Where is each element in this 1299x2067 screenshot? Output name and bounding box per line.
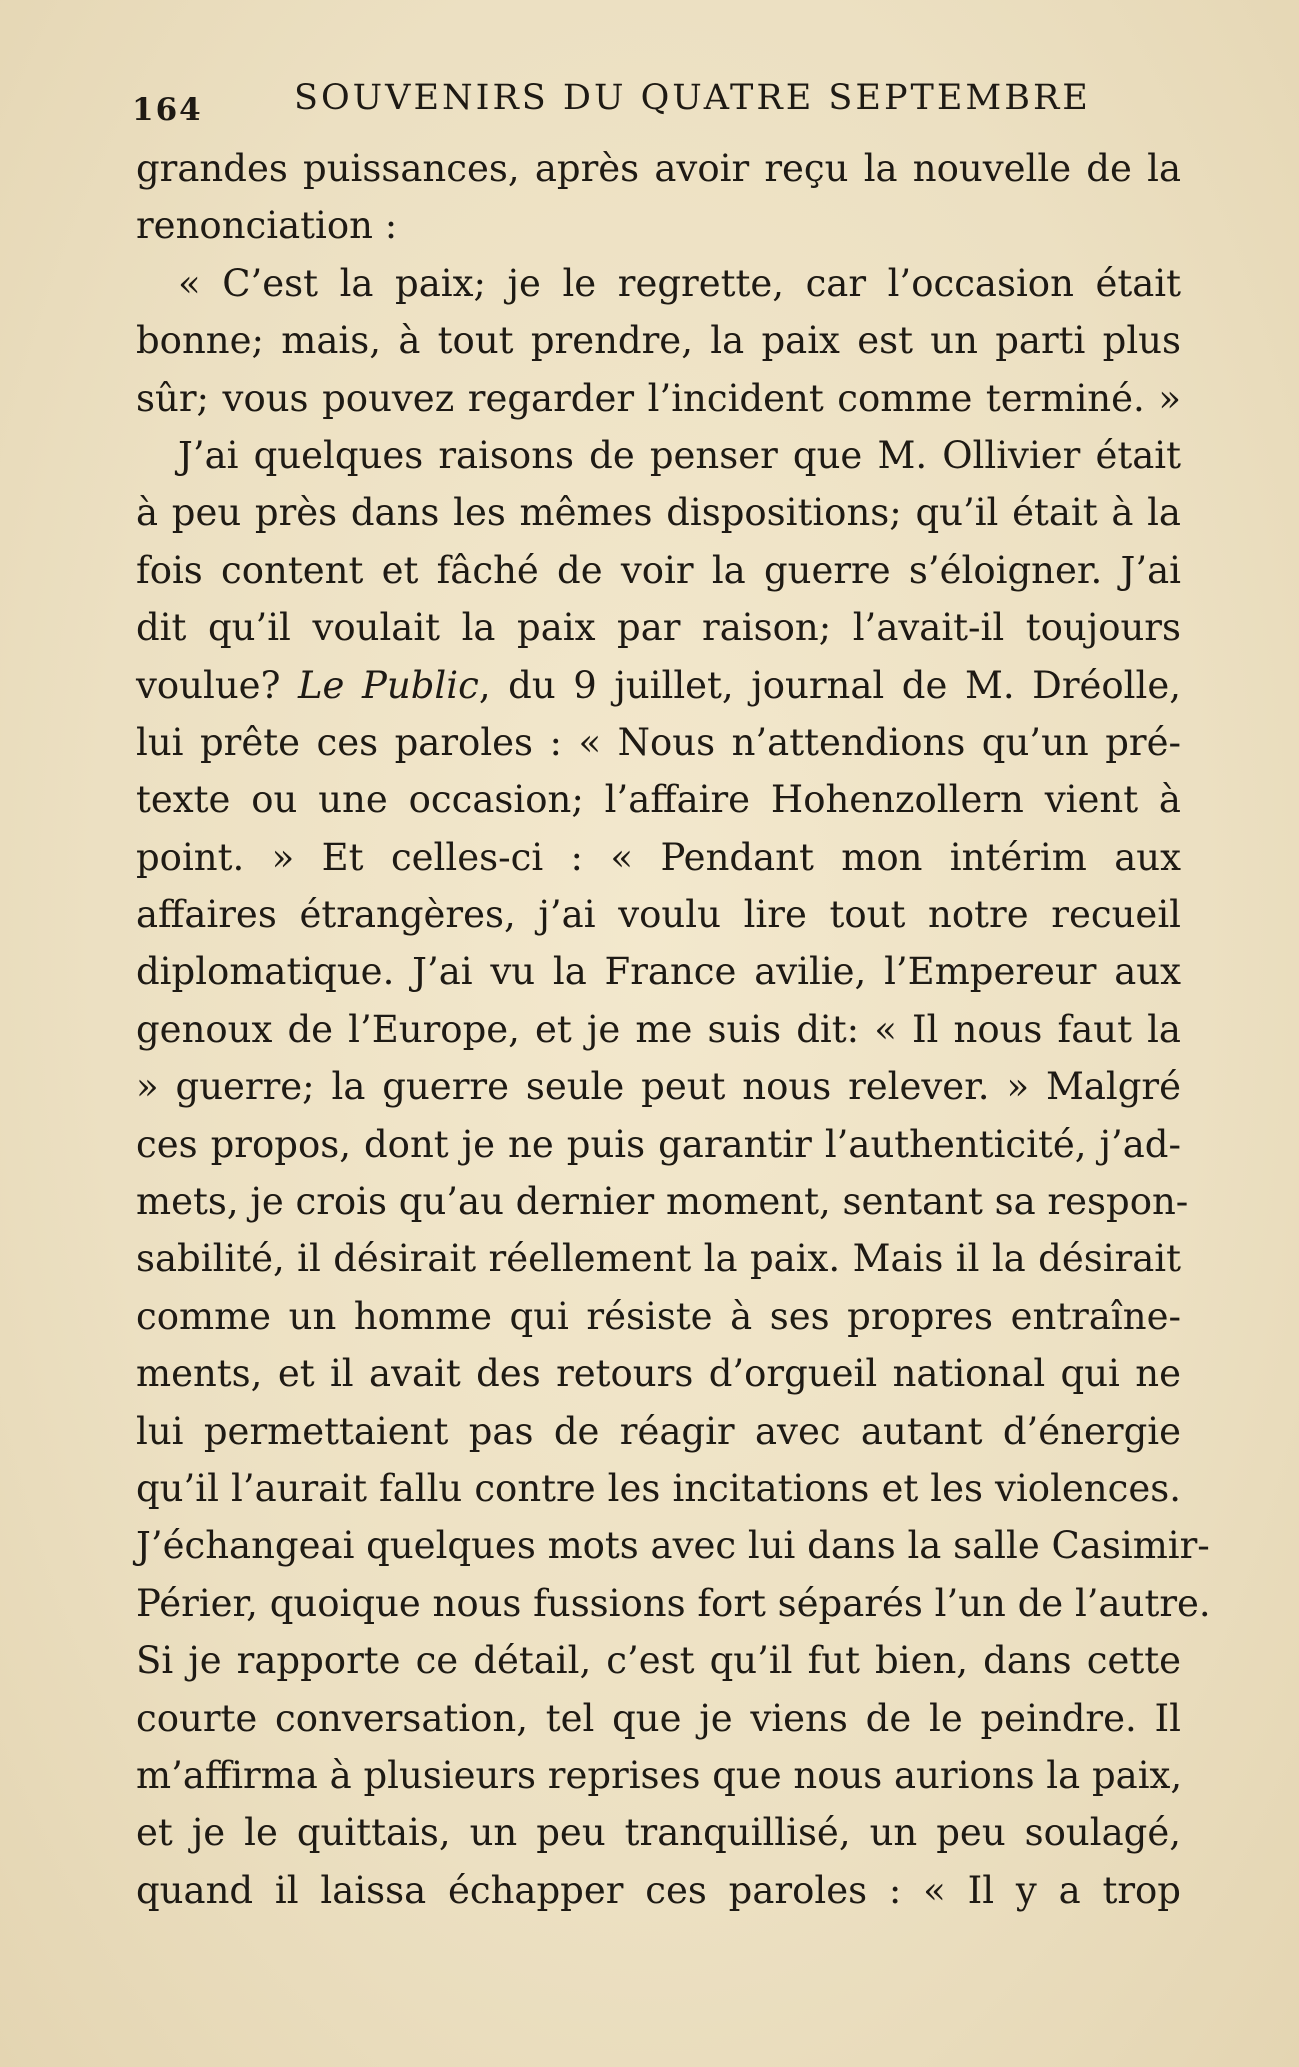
text-line: sûr; vous pouvez regarder l’incident comme terminé. » [136, 376, 1181, 420]
text-line: affaires étrangères, j’ai voulu lire tout notre recueil [136, 893, 1181, 937]
text-line: sabilité, il désirait réellement la paix. Mais il la désirait [136, 1237, 1181, 1281]
text-line: ces propos, dont je ne puis garantir l’authenticité, j’ad- [136, 1122, 1181, 1166]
text-line: texte ou une occasion; l’affaire Hohenzollern vient à [136, 778, 1181, 822]
text-line-with-title [136, 657, 1181, 714]
text-line: m’affirma à plusieurs reprises que nous aurions la paix, [136, 1753, 1183, 1797]
text-line: fois content et fâché de voir la guerre s’éloigner. J’ai [136, 548, 1181, 592]
text-fragment: voulue? [136, 663, 298, 707]
text-line: bonne; mais, à tout prendre, la paix est un parti plus [136, 319, 1181, 363]
text-line: » guerre; la guerre seule peut nous relever. » Malgré [136, 1065, 1181, 1109]
text-line: lui prête ces paroles : « Nous n’attendions qu’un pré- [136, 720, 1181, 764]
text-line: dit qu’il voulait la paix par raison; l’avait-il toujours [136, 606, 1181, 650]
text-line: Si je rapporte ce détail, c’est qu’il fut bien, dans cette [136, 1639, 1181, 1683]
body-text [136, 140, 1211, 1919]
text-line: comme un homme qui résiste à ses propres entraîne- [136, 1294, 1181, 1338]
text-line: à peu près dans les mêmes dispositions; qu’il était à la [136, 491, 1181, 535]
text-line: point. » Et celles-ci : « Pendant mon intérim aux [136, 835, 1181, 879]
text-line: J’échangeai quelques mots avec lui dans la salle Casimir- [136, 1524, 1210, 1568]
running-title: SOUVENIRS DU QUATRE SEPTEMBRE [294, 78, 1091, 118]
newspaper-title: Le Public [297, 663, 479, 707]
text-line: renonciation : [136, 204, 398, 248]
text-line: « C’est la paix; je le regrette, car l’occasion était [178, 261, 1181, 305]
text-line: quand il laissa échapper ces paroles : « Il y a trop [136, 1868, 1181, 1912]
text-line: Périer, quoique nous fussions fort séparés l’un de l’autre. [136, 1581, 1211, 1625]
text-line: grandes puissances, après avoir reçu la nouvelle de la [136, 147, 1181, 190]
text-line: et je le quittais, un peu tranquillisé, un peu soulagé, [136, 1811, 1181, 1855]
text-line: diplomatique. J’ai vu la France avilie, l’Empereur aux [136, 950, 1181, 994]
text-line: genoux de l’Europe, et je me suis dit: « Il nous faut la [136, 1007, 1181, 1051]
page-number: 164 [132, 92, 203, 128]
text-line: courte conversation, tel que je viens de le peindre. Il [136, 1696, 1181, 1740]
text-line: ments, et il avait des retours d’orgueil national qui ne [136, 1352, 1181, 1396]
text-line: lui permettaient pas de réagir avec autant d’énergie [136, 1409, 1181, 1453]
text-fragment: , du 9 juillet, journal de M. Dréolle, [478, 663, 1182, 707]
text-line: qu’il l’aurait fallu contre les incitations et les violences. [136, 1466, 1181, 1510]
running-head [132, 70, 1187, 140]
text-line: mets, je crois qu’au dernier moment, sentant sa respon- [136, 1180, 1189, 1224]
text-line: J’ai quelques raisons de penser que M. Ollivier était [178, 433, 1181, 477]
